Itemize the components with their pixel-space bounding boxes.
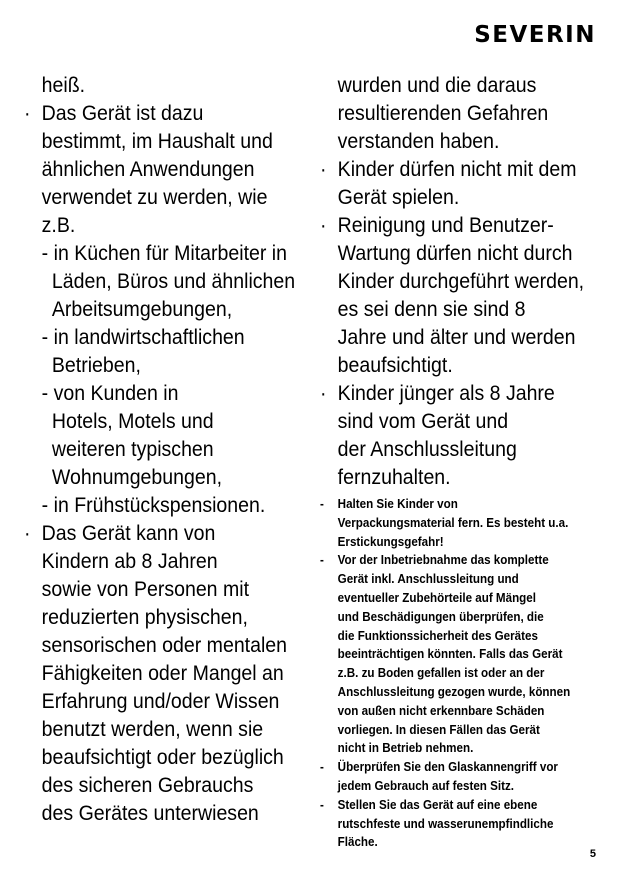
text-line: [320, 533, 585, 552]
text-line: [320, 212, 585, 240]
line-text: fernzuhalten.: [337, 466, 451, 489]
bullet-marker: ·: [320, 382, 327, 405]
line-text: wurden und die daraus: [337, 74, 537, 97]
line-text: Halten Sie Kinder von: [337, 497, 458, 511]
line-text: Fläche.: [337, 835, 378, 850]
text-line: [24, 576, 286, 604]
text-line: [24, 408, 286, 436]
line-text: Stellen Sie das Gerät auf eine ebene: [337, 797, 538, 812]
text-line: [24, 380, 286, 408]
line-text: Betrieben,: [51, 354, 141, 377]
text-line: [24, 492, 286, 520]
line-text: die Funktionssicherheit des Gerätes: [337, 628, 538, 643]
line-text: Hotels, Motels und: [51, 410, 214, 433]
bullet-marker: ·: [320, 158, 327, 181]
line-text: Das Gerät ist dazu: [41, 102, 204, 125]
text-line: [320, 739, 585, 758]
text-line: [24, 800, 286, 828]
text-line: [24, 744, 286, 772]
text-line: [24, 100, 286, 128]
text-line: [320, 72, 585, 100]
line-text: Kindern ab 8 Jahren: [41, 550, 218, 573]
line-text: reduzierten physischen,: [41, 606, 248, 629]
text-line: [320, 184, 585, 212]
text-line: [24, 716, 286, 744]
line-text: Wohnumgebungen,: [51, 466, 223, 489]
line-text: verstanden haben.: [337, 130, 500, 153]
text-line: [24, 72, 286, 100]
line-text: Jahre und älter und werden: [337, 326, 576, 349]
text-line: [24, 128, 286, 156]
left-column: [24, 72, 296, 828]
line-text: beaufsichtigt.: [337, 354, 453, 377]
line-text: Überprüfen Sie den Glaskannengriff vor: [337, 760, 558, 775]
text-line: [320, 721, 585, 740]
line-text: Wartung dürfen nicht durch: [337, 242, 573, 265]
text-line: [320, 514, 585, 533]
line-text: Fähigkeiten oder Mangel an: [41, 662, 284, 685]
line-text: - in Frühstückspensionen.: [41, 494, 266, 517]
text-line: [24, 296, 286, 324]
bullet-marker: -: [320, 760, 324, 775]
line-text: beaufsichtigt oder bezüglich: [41, 746, 284, 769]
text-line: [320, 128, 585, 156]
right-column: [320, 72, 605, 852]
text-line: [320, 683, 585, 702]
text-line: [320, 833, 585, 852]
line-text: Erstickungsgefahr!: [337, 534, 444, 549]
line-text: resultierenden Gefahren: [337, 102, 549, 125]
line-text: z.B. zu Boden gefallen ist oder an der: [337, 666, 545, 681]
text-line: [320, 702, 585, 721]
line-text: der Anschlussleitung: [337, 438, 517, 461]
text-line: [320, 436, 585, 464]
line-text: Verpackungsmaterial fern. Es besteht u.a.: [337, 515, 569, 530]
line-text: Erfahrung und/oder Wissen: [41, 690, 280, 713]
text-line: [320, 352, 585, 380]
text-line: [24, 324, 286, 352]
line-text: Vor der Inbetriebnahme das komplette: [337, 553, 549, 568]
line-text: ähnlichen Anwendungen: [41, 158, 255, 181]
right-column-small-text: [320, 495, 585, 852]
text-line: [320, 100, 585, 128]
line-text: des Gerätes unterwiesen: [41, 802, 259, 825]
line-text: - in Küchen für Mitarbeiter in: [41, 242, 288, 265]
line-text: vorliegen. In diesen Fällen das Gerät: [337, 722, 540, 737]
text-line: [24, 772, 286, 800]
text-line: [24, 156, 286, 184]
text-line: [320, 758, 585, 777]
text-line: [24, 464, 286, 492]
text-line: [320, 589, 585, 608]
line-text: heiß.: [41, 74, 86, 97]
line-text: und Beschädigungen überprüfen, die: [337, 609, 544, 624]
text-line: [24, 520, 286, 548]
text-line: [24, 632, 286, 660]
line-text: jedem Gebrauch auf festen Sitz.: [337, 778, 515, 793]
line-text: weiteren typischen: [51, 438, 214, 461]
bullet-marker: ·: [24, 522, 31, 545]
line-text: sensorischen oder mentalen: [41, 634, 288, 657]
text-line: [320, 796, 585, 815]
text-line: [24, 688, 286, 716]
text-line: [24, 240, 286, 268]
line-text: Gerät inkl. Anschlussleitung und: [337, 572, 519, 587]
text-line: [320, 608, 585, 627]
bullet-marker: ·: [320, 214, 327, 237]
text-line: [320, 464, 585, 492]
text-line: [320, 240, 585, 268]
text-line: [320, 551, 585, 570]
text-line: [320, 156, 585, 184]
text-line: [320, 324, 585, 352]
text-line: [320, 664, 585, 683]
line-text: Arbeitsumgebungen,: [51, 298, 233, 321]
line-text: verwendet zu werden, wie: [41, 186, 268, 209]
text-line: [24, 268, 296, 296]
text-line: [320, 495, 585, 514]
text-line: [320, 777, 585, 796]
line-text: es sei denn sie sind 8: [337, 298, 526, 321]
line-text: sowie von Personen mit: [41, 578, 250, 601]
text-line: [320, 296, 585, 324]
line-text: benutzt werden, wenn sie: [41, 718, 264, 741]
brand-logo: SEVERIN: [474, 22, 596, 48]
line-text: sind vom Gerät und: [337, 410, 509, 433]
line-text: des sicheren Gebrauchs: [41, 774, 254, 797]
text-line: [320, 815, 585, 834]
text-line: [320, 627, 585, 646]
text-line: [24, 436, 286, 464]
bullet-marker: -: [320, 797, 324, 812]
line-text: Kinder jünger als 8 Jahre: [337, 382, 555, 405]
line-text: von außen nicht erkennbare Schäden: [337, 703, 545, 718]
line-text: - in landwirtschaftlichen: [41, 326, 245, 349]
right-column-large-text: [320, 72, 585, 492]
line-text: Das Gerät kann von: [41, 522, 216, 545]
text-line: [24, 212, 286, 240]
text-line: [320, 380, 585, 408]
text-line: [320, 570, 585, 589]
text-line: [320, 645, 585, 664]
line-text: eventueller Zubehörteile auf Mängel: [337, 590, 536, 605]
page-number: 5: [589, 848, 596, 860]
line-text: rutschfeste und wasserunempfindliche: [337, 816, 554, 831]
line-text: Gerät spielen.: [337, 186, 460, 209]
text-line: [24, 660, 286, 688]
line-text: Reinigung und Benutzer-: [337, 214, 554, 237]
text-line: [24, 548, 286, 576]
text-line: [24, 604, 286, 632]
line-text: Kinder durchgeführt werden,: [337, 270, 585, 293]
bullet-marker: -: [320, 497, 324, 511]
bullet-marker: -: [320, 553, 324, 568]
line-text: - von Kunden in: [41, 382, 179, 405]
text-line: [24, 184, 286, 212]
text-line: [24, 352, 286, 380]
line-text: beeinträchtigen könnten. Falls das Gerät: [337, 647, 563, 662]
line-text: Läden, Büros und ähnlichen: [51, 270, 296, 293]
line-text: z.B.: [41, 214, 76, 237]
bullet-marker: ·: [24, 102, 31, 125]
line-text: nicht in Betrieb nehmen.: [337, 741, 474, 756]
text-line: [320, 268, 585, 296]
line-text: Kinder dürfen nicht mit dem: [337, 158, 577, 181]
line-text: bestimmt, im Haushalt und: [41, 130, 273, 153]
text-line: [320, 408, 585, 436]
line-text: Anschlussleitung gezogen wurde, können: [337, 684, 571, 699]
